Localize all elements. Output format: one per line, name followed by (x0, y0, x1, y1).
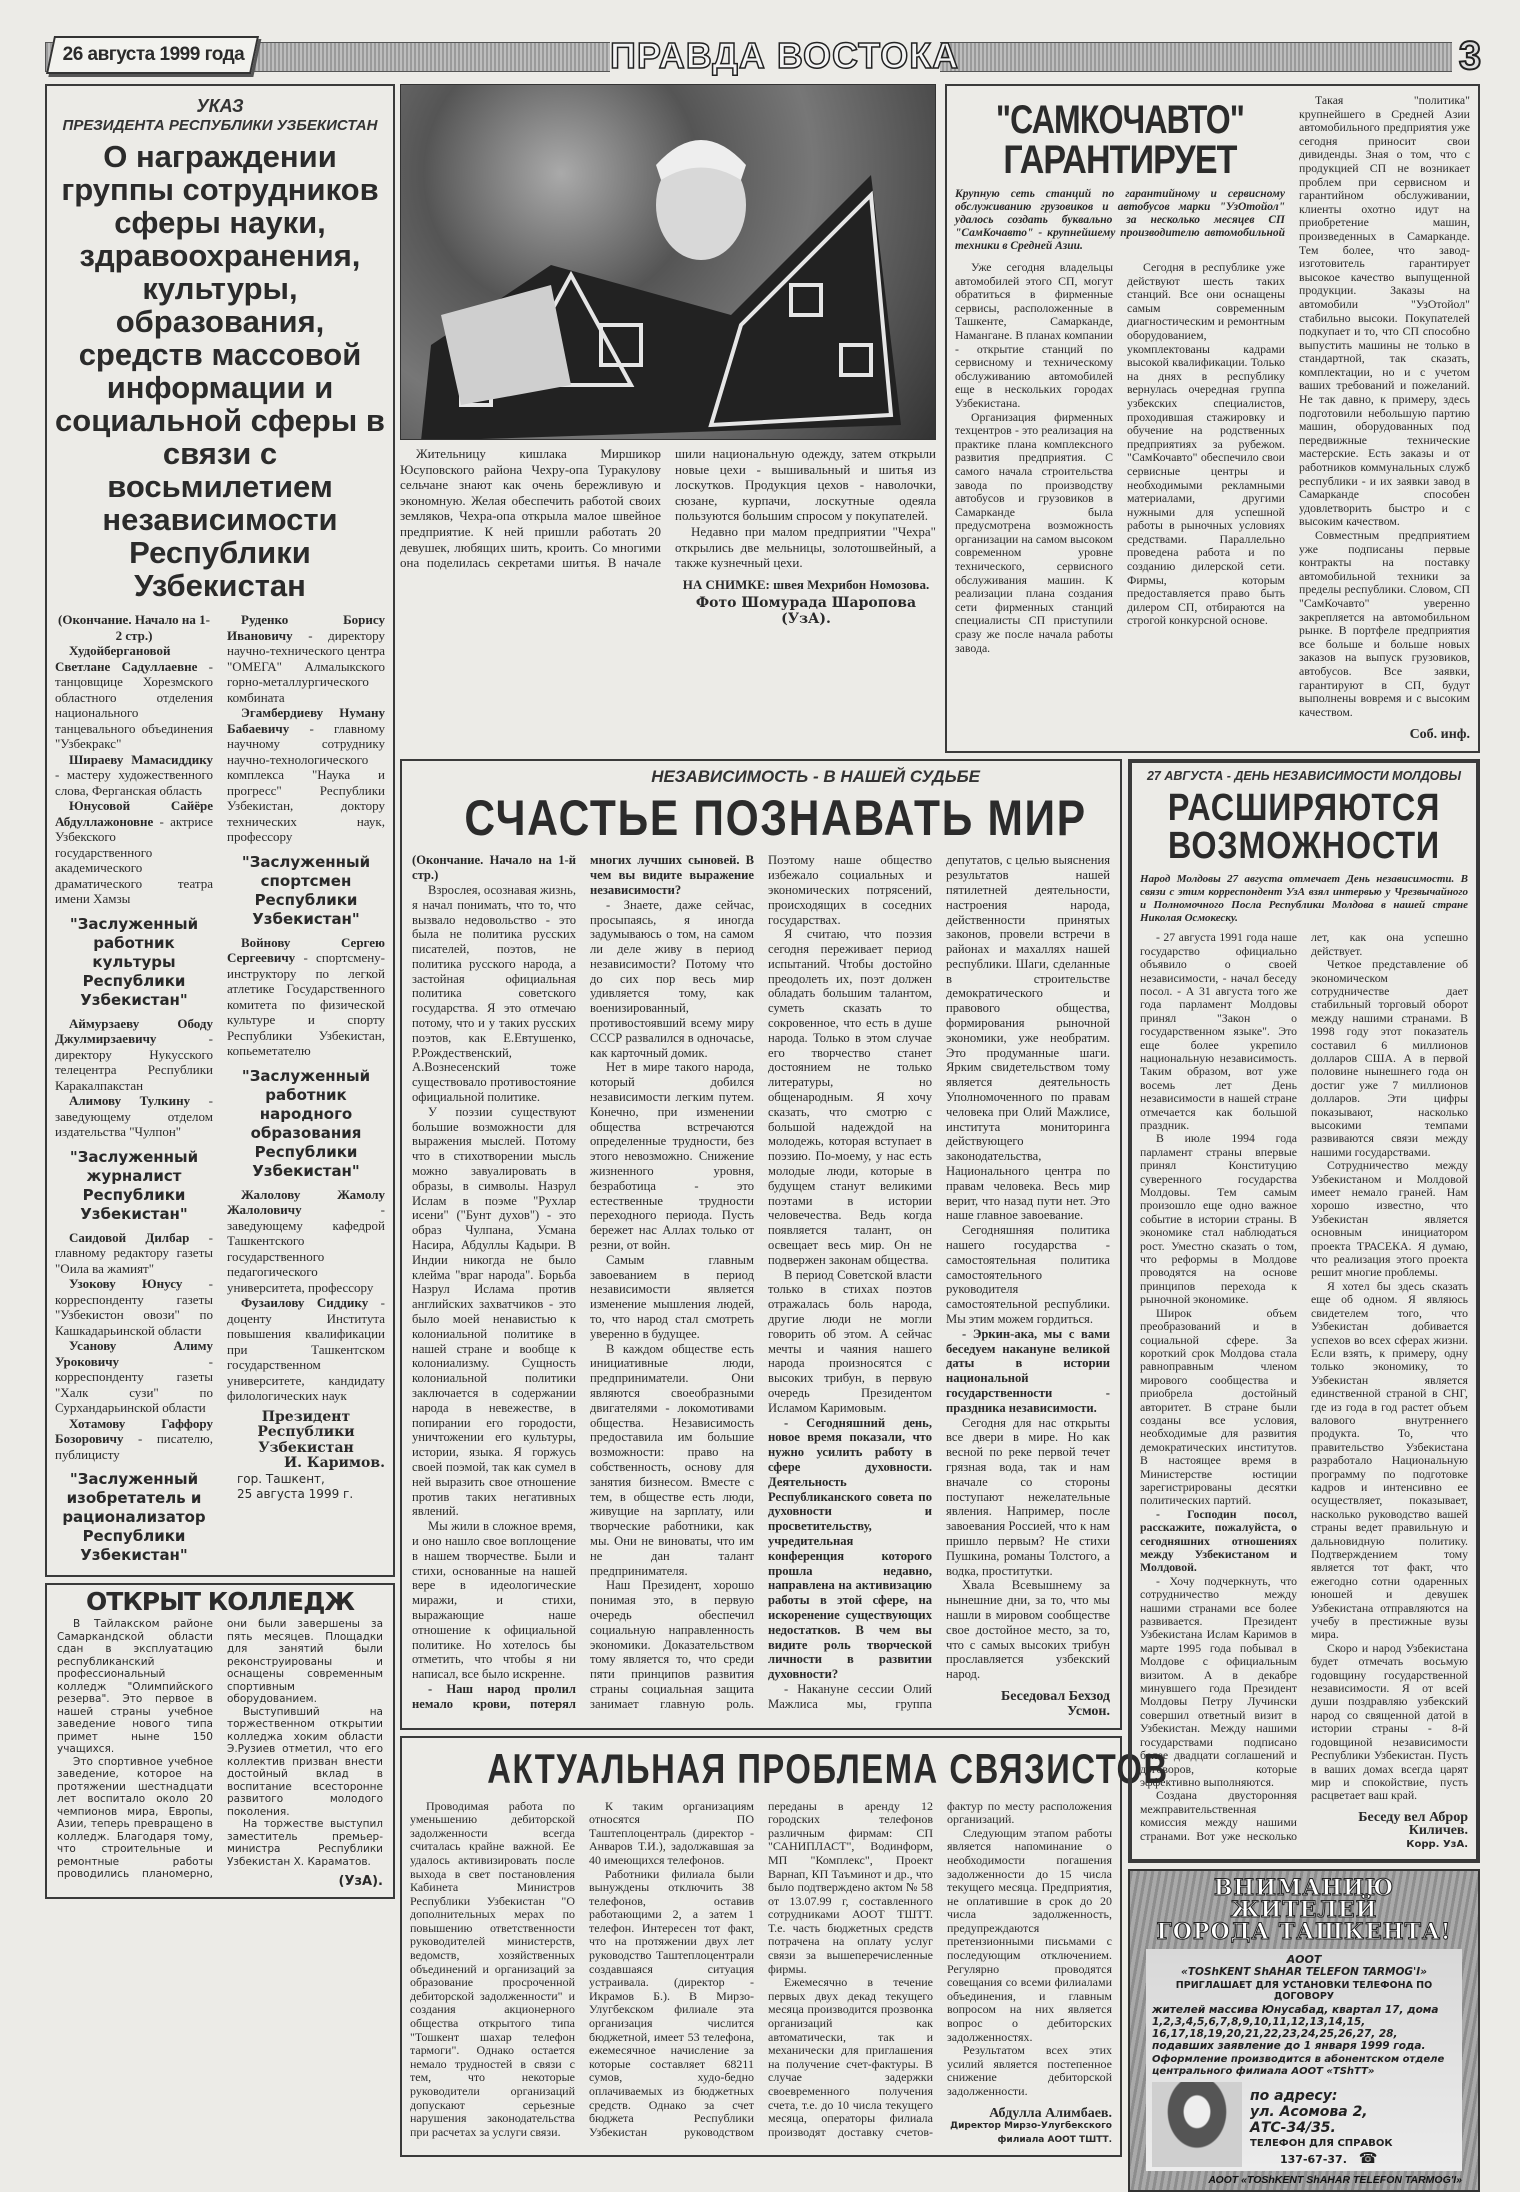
award-title: "Заслуженный работник культуры Республики Узбекистан" (69, 914, 199, 1009)
ad-address-label: по адресу: (1250, 2087, 1338, 2104)
recipient-name: Фузаилову Сиддику (241, 1295, 369, 1310)
award-entry (55, 1416, 213, 1463)
award-title: "Заслуженный журналист Республики Узбекистан" (69, 1147, 199, 1223)
moldova-body (1140, 931, 1468, 1851)
paragraph: Выступивший на торжественном открытии колледжа хоким области Э.Рузиев отметил, что его коллектив призван внести достойный вклад в воспитание всесторонне развитого молодого поколения. (227, 1705, 383, 1818)
ad-address: ул. Асомова 2, АТС-34/35. (1250, 2103, 1368, 2136)
award-entry (227, 935, 385, 1059)
moldova-kicker: 27 АВГУСТА - ДЕНЬ НЕЗАВИСИМОСТИ МОЛДОВЫ (1146, 769, 1462, 784)
recipient-name: Усанову Алиму Уроковичу (55, 1338, 213, 1369)
recipient-name: Юнусовой Сайёре Абдуллажоновне (55, 798, 213, 829)
recipient-name: Алимову Тулкину (69, 1093, 191, 1109)
recipient-position: - мастеру художественного слова, Ферганская область (55, 767, 213, 798)
recipient-position: - заведующему кафедрой Ташкентского государственного педагогического университета, профессору (227, 1202, 385, 1295)
paragraph: Совместным предприятием уже подписаны первые контракты на поставку автомобильной техники за пределы республики. Словом, СП "СамКочавто" уверенно закрепляется на автомобильном рынке. В портфеле предприятия все больше и больше новых заказов на выпуск грузовиков, автобусов. Все заявки, гарантируют в СП, будут выполнены вовремя и с высоким качеством. (1299, 528, 1470, 719)
ad-company-type: АООТ (1286, 1952, 1322, 1966)
decree-kicker-2: ПРЕЗИДЕНТА РЕСПУБЛИКИ УЗБЕКИСТАН (62, 117, 378, 134)
signature-line: Усмон. (1067, 1703, 1110, 1719)
award-entry (227, 1187, 385, 1296)
paragraph: Четкое представление об экономическом сотрудничестве дает стабильный торговый оборот между нашими странами. В 1998 году этот показатель составил 6 миллионов долларов США. А в первой половине нынешнего года он достиг уже 7 миллионов долларов. Эти цифры показывают, насколько высокими темпами развиваются связи между нашими государствами. (1311, 957, 1468, 1159)
issue-date (46, 36, 259, 74)
paragraph: Жительницу кишлака Миршикор Юсуповского района Чехру-опа Туракулову сельчане знают как очень бережливую и экономную. Желая обеспечить работой своих земляков, Чехра-опа открыла малое швейное предприятие. К ней пришли работать 20 девушек, любящих шить, кроить. Со многими она поделилась секретами шитья. В начале шили национальную одежду, затем открыли новые цехи - вышивальный и шитья из лоскутков. Продукция цехов - наволочки, сюзане, курпачи, лоскутные одеяла пользуются большим спросом у покупателей. (400, 446, 936, 571)
recipient-name: Хотамову Гаффору Бозоровичу (55, 1415, 213, 1447)
signature-line: Беседу вел Аброр (1358, 1809, 1468, 1825)
telecom-headline: АКТУАЛЬНАЯ ПРОБЛЕМА СВЯЗИСТОВ (487, 1744, 1169, 1792)
moldova-article (1128, 759, 1480, 1863)
article-continued: (Окончание. Начало на 1-й стр.) (412, 853, 576, 883)
paragraph: Сегодня в республике уже действуют шесть таких станций. Все они оснащены самым современным диагностическим и ремонтным оборудованием, укомплектованы кадрами высокой квалификации. Только на днях в республику вернулась очередная группа узбекских специалистов, проходившая стажировку и обучение на родственных предприятиях за рубежом. "СамКочавто" обеспечило свои сервисные центры и необходимыми рекламными материалами, другими нужными для успешной работы в рыночных условиях средствами. Параллельно проведена работа и по созданию дилерской сети. Фирмы, которым предоставляется право быть дилером СП, отбираются на строгой конкурсной основе. (1127, 260, 1285, 628)
paragraph: Сотрудничество между Узбекистаном и Молдовой имеет немало граней. Нам хорошо известно, что Узбекистан является основным инициатором проекта ТРАСЕКА. Я думаю, что реализация этого проекта решит многие проблемы. (1311, 1158, 1468, 1280)
moldova-headline: РАСШИРЯЮТСЯ (1167, 787, 1441, 830)
left-column (45, 84, 395, 1899)
ad-headline: ВНИМАНИЮ ЖИТЕЛЕЙ (1213, 1874, 1395, 1923)
paragraph: В июле 1994 года парламент страны впервые принял Конституцию суверенного государства Молдовы. Тем самым произошло еще одно важное событие в истории страны. В экономике стал наблюдаться рост. Уместно сказать о том, что реформы в Молдове проводятся на основе принципов перехода к рыночной экономике. (1140, 1131, 1297, 1307)
paragraph: Следующим этапом работы является напоминание о необходимости погашения задолженности до 15 числа текущего месяца. Предприятия, не оплатившие в срок до 20 числа задолженность, предупреждаются претензионными письмами с последующим отключением. Регулярно проводятся совещания со всеми филиалами объединения, и главным вопросом на них является вопрос о дебиторских задолженностях. (947, 1825, 1112, 2044)
paragraph: - Эркин-ака, мы с вами беседуем накануне великой даты в истории национальной государственности - праздника независимости. (946, 1326, 1110, 1415)
recipient-name: Эгамбердиеву Нуману Бабаевичу (227, 705, 385, 736)
paragraph: - Сегодняшний день, новое время показали, что нужно усилить работу в сфере духовности. Деятельность Республиканского совета по духовности и просветительству, учредительная конференция которого прошла недавно, направлена на активизацию работы в этой сфере, на искоренение существующих недостатков. В чем вы видите роль творческой личности в развитии духовности? (768, 1415, 932, 1682)
signature-line: Беседовал Бехзод (1000, 1688, 1110, 1704)
decree-headline: О награждении группы сотрудников сферы науки, здравоохранения, культуры, образования, средств массовой информации и социальной сферы в связи с восьмилетием независимости Республики Узбекистан (55, 139, 385, 603)
ad-contact-row (1152, 2082, 1456, 2167)
paragraph: На торжестве выступил заместитель премьер-министра Республики Узбекистан Х. Караматов. (227, 1818, 383, 1868)
ad-office: Оформление производится в абонентском отделе центрального филиала АООТ «TShTT» (1152, 2053, 1445, 2077)
recipient-position: - писателю, публицисту (55, 1431, 213, 1462)
college-body (57, 1618, 383, 1889)
ad-woman-photo (1152, 2082, 1242, 2167)
paragraph: Проводимая работа по уменьшению дебиторской задолженности всегда считалась крайне важной. Ее удалось активизировать после выхода в свет постановления Кабинета Министров Республики Узбекистан "О дополнительных мерах по повышению ответственности руководителей министерств, ведомств, хозяйственных объединений и организаций за образование просроченной дебиторской задолженности" и создания акционерного общества открытого типа "Тошкент шахар телефон тармоги". Однако остается немало трудностей в связи с тем, что некоторые руководители организаций допускают серьезные нарушения законодательства при расчетах за услуги связи. (410, 1798, 575, 2139)
college-headline: ОТКРЫТ КОЛЛЕДЖ (86, 1587, 354, 1617)
paragraph: Скоро и народ Узбекистана будет отмечать восьмую годовщину государственной независимости. Я от всей души поздравляю узбекский народ со священной датой в истории страны - 8-й годовщиной независимости Республики Узбекистан. Пусть в ваших домах всегда царят мир и спокойствие, пусть расцветает ваш край. (1311, 1640, 1468, 1803)
college-article (45, 1583, 395, 1899)
recipient-name: Войнову Сергею Сергеевичу (227, 934, 385, 965)
article-kicker: НЕЗАВИСИМОСТЬ - В НАШЕЙ СУДЬБЕ (651, 767, 980, 787)
paragraph: Хвала Всевышнему за нынешние дни, за то, что мы нашли в мировом сообществе свое достойное место, за то, что с самых высоких трибун прославляется узбекский народ. (946, 1578, 1110, 1682)
photo-image (401, 85, 935, 440)
ad-company: «TOShKENT ShAHAR TELEFON TARMOG'I» (1181, 1965, 1427, 1978)
signature-line: Киличев. (1408, 1823, 1468, 1839)
ad-contact (1250, 2088, 1456, 2167)
samkochavto-headline-2: ГАРАНТИРУЕТ (1003, 138, 1237, 182)
recipient-position: - заведующему отделом издательства "Чулпон" (55, 1093, 213, 1140)
paragraph: В период Советской власти только в стихах поэтов отражалась боль народа, другие люди не могли говорить об этом. А сейчас мечты и чаяния нашего народа произносятся с высоких трибун, в первую очередь Президентом Исламом Каримовым. (768, 1267, 932, 1415)
paragraph: - Знаете, даже сейчас, просыпаясь, я иногда задумываюсь о том, на самом ли деле живу в период независимости? Потому что до сих пор весь мир удивляется тому, как военизированный, противостоявший всему миру СССР развалился в одночасье, как карточный домик. (590, 897, 754, 1060)
paragraph: Я хотел бы здесь сказать еще об одном. Я являюсь свидетелем того, что Узбекистан добивается успехов во всех сферах жизни. Если взять, к примеру, одну только экономику, то Узбекистан является единственной страной в СНГ, где из года в год растет объем валового внутреннего продукта. То, что правительство Узбекистана разработало Национальную программу по подготовке кадров и интенсивно ее осуществляет, показывает, насколько руководство вашей страны ведет правильную и дальновидную политику. Подтверждением тому является тот факт, что ежегодно сотни одаренных юношей и девушек Узбекистана отправляются на учебу в престижные вузы мира. (1311, 1278, 1468, 1642)
award-entry (227, 705, 385, 845)
newspaper-title: ПРАВДА ВОСТОКА (610, 35, 960, 76)
recipient-position: - спортсмену-инструктору по легкой атлетике Государственного комитета по физической культуре и спорту Республики Узбекистан, копьеметателю (227, 950, 385, 1058)
paragraph: Мы жили в сложное время, и оно нашло свое воплощение в нашем творчестве. Были и стихи, основанные на нашей вере в идеологические миражи, и стихи, выражающие наше отношение к официальной политике. Но хотелось бы отметить, что чтобы я ни написал, все было искренне. (412, 1519, 576, 1682)
ad-phone-row (1250, 2149, 1456, 2167)
award-title: "Заслуженный изобретатель и рационализатор Республики Узбекистан" (62, 1470, 206, 1565)
award-entry (55, 752, 213, 799)
samkochavto-main (955, 94, 1285, 743)
paragraph: Работники филиала были вынуждены отключить 38 телефонов, оставив работающими 2, а затем 1 телефон. Интересен тот факт, что на протяжении двух лет руководство Таштеплоцентрали создавшаяся ситуация устраивала. (директор - Икрамов Б.). В Мирзо-Улугбекском филиале эта организация числится бюджетной, имеет 53 телефона, ежемесячное начисление за которые составляет 68211 сумов, худо-бедно оплачиваемых из бюджетных средств. Однако за счет бюджета Республики Узбекистан руководством переданы в аренду 12 городских телефонов различным фирмам: СП "САНИПЛАСТ", Водинформ, МП "Комплекс", Проект Варнап, КП Таъминот и др., что было подтверждено актом № 58 от 13.07.99 г, составленного сотрудниками АООТ ТШТТ. Т.е. часть бюджетных средств потрачена на оплату услуг связи за вышеперечисленные фирмы. (589, 1798, 933, 2139)
photo-caption: НА СНИМКЕ: швея Мехрибон Номозова. (682, 576, 930, 592)
paragraph: - Наш народ пролил немало крови, потерял многих лучших сыновей. В чем вы видите выражение независимости? (412, 853, 754, 1711)
paragraph: Создана двусторонняя межправительственная комиссия между нашими странами. Вот уже несколько лет, как она успешно действует. (1140, 930, 1468, 1843)
center-right-area (400, 84, 1480, 2192)
award-entry (55, 1338, 213, 1416)
paragraph: Нет в мире такого народа, который добился независимости легким путем. Конечно, при изменении общества встречаются определенные трудности, без этого невозможно. Снижение жизненного уровня, безработица - это естественные трудности переходного периода. Пусть бережет нас Аллах только от резни, от войн. (590, 1060, 754, 1253)
award-entry (55, 1093, 213, 1140)
award-entry (55, 1230, 213, 1277)
paragraph: - Господин посол, расскажите, пожалуйста, о сегодняшних отношениях между Узбекистаном и Молдовой. (1140, 1506, 1297, 1575)
photo-woman-with-quilt (400, 84, 936, 440)
page-number: 3 (1452, 34, 1488, 78)
decree-article (45, 84, 395, 1577)
ad-invite: ПРИГЛАШАЕТ ДЛЯ УСТАНОВКИ ТЕЛЕФОНА ПО ДОГОВОРУ (1175, 1979, 1433, 2002)
decree-body (55, 612, 385, 1565)
independence-article (400, 759, 1122, 1729)
signature-name: И. Каримов. (283, 1455, 385, 1472)
paragraph: Широк объем преобразований и в социальной сфере. За короткий срок Молдова стала равноправным членом мирового сообщества и приобрела достойный авторитет. В стране были созданы все условия, необходимые для развития демократических институтов. В настоящее время в Министерстве юстиции зарегистрированы десятки политических партий. (1140, 1305, 1297, 1508)
ad-phone: 137-67-37. (1280, 2152, 1347, 2166)
article-body (412, 853, 1110, 1719)
paragraph: Самым главным завоеванием в период независимости является изменение мышления людей, то, что народ стал смотреть уверенно в будущее. (590, 1252, 754, 1341)
telephone-advertisement (1128, 1869, 1480, 2192)
paragraph: Я считаю, что поэзия сегодня переживает период испытаний. Чтобы достойно преодолеть их, поэт должен обладать большим талантом, суметь сказать то сокровенное, что есть в душе народа. Только в этом случае его творчество станет достоянием не только литературы, но общенародным. Я хочу сказать, что смотрю с большой надеждой на молодежь, которая вступает в поэзию. По-моему, у нас есть молодые люди, которые в будущем станут великими поэтами в истории человечества. Ведь когда появляется талант, он освещает весь мир. Он не подвержен законам общества. (768, 927, 932, 1267)
signature-line: Абдулла Алимбаев. (989, 2105, 1112, 2121)
recipient-position: - корреспонденту газеты "Халк сузи" по Сурхандарьинской области (55, 1353, 213, 1416)
issue-date-text: 26 августа 1999 года (62, 44, 245, 65)
paragraph: Сегодня для нас открыты все двери в мире. Но как весной по реке первой течет грязная вода, так и нам вначале со стороны поступают нежелательные явления. Например, после завоевания Россией, что к нам пришло первым? Не стихи Пушкина, романы Толстого, а водка, проститутки. (946, 1415, 1110, 1578)
samkochavto-headline: "САМКОЧАВТО" (995, 98, 1245, 142)
paragraph: Сегодняшняя политика нашего государства - самостоятельная политика самостоятельного руководителя самостоятельной республики. Мы этим можем гордиться. (946, 1223, 1110, 1327)
recipient-position: - доценту Института повышения квалификации при Ташкентском государственном университете, кандидату филологических наук (227, 1295, 385, 1403)
photo-story (400, 84, 940, 753)
decree-signature (227, 1410, 385, 1504)
photo-story-text (400, 446, 936, 571)
article-signature (946, 1690, 1110, 1720)
samkochavto-signature: Соб. инф. (1409, 727, 1470, 743)
paragraph: В каждом обществе есть инициативные люди, предприниматели. Они являются своеобразными двигателями - локомотивами общества. Независимость предоставила им большие возможности: право на собственность, основу для занятия бизнесом. Вместе с тем, в обществе есть люди, живущие на зарплату, или творческие работники, как мы. Они не виноваты, что им не дан талант предпринимателя. (590, 1341, 754, 1578)
award-entry (227, 1295, 385, 1404)
photo-credit: Фото Шомурада Шаропова (УзА). (695, 594, 917, 627)
paragraph: Результатом всех этих усилий является постепенное снижение дебиторской задолженности. (947, 2043, 1112, 2098)
paragraph: В Тайлакском районе Самаркандской области сдан в эксплуатацию республиканский профессиональный колледж "Олимпийского резерва". Это первое в нашей страны учебное заведение нового типа примет ныне 150 учащихся. (57, 1618, 213, 1756)
signature-title: Директор Мирзо-Улугбекского филиала АООТ ТШТТ. (950, 2121, 1112, 2145)
top-row (400, 84, 1480, 753)
recipient-name: Руденко Борису Ивановичу (227, 612, 385, 643)
recipient-position: - директору научно-технического центра "ОМЕГА" Алмалыкского горно-металлургического комбината (227, 627, 385, 705)
recipient-position: - актрисе Узбекского государственного академического драматического театра имени Хамзы (55, 813, 213, 907)
award-entry (55, 1016, 213, 1094)
decree-date: 25 августа 1999 г. (237, 1487, 354, 1502)
paragraph: Это спортивное учебное заведение, которое на протяжении шестнадцати лет воспитало около 20 чемпионов мира, Европы, Азии, теперь превращено в колледж. Благодаря тому, что строительные и ремонтные работы проводились планомерно, они были завершены за пять месяцев. Площадки для занятий были реконструированы и оснащены современным спортивным оборудованием. (57, 1618, 383, 1881)
ad-headline-2: ГОРОДА ТАШКЕНТА! (1156, 1918, 1452, 1945)
paragraph: Недавно при малом предприятии "Чехра" открылись две мельницы, золотошвейный, а также кузнечный цехи. (675, 523, 936, 571)
recipient-name: Худойбергановой Светлане Садуллаевне (55, 643, 198, 674)
award-entry (55, 643, 213, 752)
paragraph: - 27 августа 1991 года наше государство официально объявило о своей независимости, - начал беседу посол. - А 31 августа того же года парламент Молдовы принял "Закон о государственном языке". Это еще более укрепило национальную независимость. Таким образом, вот уже восемь лет День независимости в нашей стране отмечается как большой праздник. (1140, 930, 1297, 1132)
paragraph: Организация фирменных техцентров - это реализация на практике плана комплексного развития предприятия. С самого начала строительства завода по производству автобусов и грузовиков в Самарканде была предусмотрена возможность организации на самом высоком современном уровне технического, сервисного обслуживания машин. К реализации плана создания сети фирменных станций специалисты СП приступили сразу же после начала работы завода. (955, 409, 1113, 655)
recipient-position: - танцовщице Хорезмского областного отделения национального танцевального объединения "Узбекракс" (55, 658, 213, 752)
ad-phone-label: ТЕЛЕФОН ДЛЯ СПРАВОК (1250, 2137, 1393, 2149)
ad-footer: АООТ «TOShKENT ShAHAR TELEFON TARMOG'I» (1208, 2173, 1462, 2186)
award-title: "Заслуженный работник народного образования Республики Узбекистан" (241, 1066, 371, 1180)
signature-title: Президент Республики Узбекистан (257, 1408, 355, 1456)
award-entry (55, 798, 213, 907)
samkochavto-lede: Крупную сеть станций по гарантийному и сервисному обслуживанию грузовиков и автобусов марки "УзОтойол" удалось создать буквально за несколько месяцев СП "СамКочавто" - крупнейшему производителю автомобильной техники в Средней Азии. (955, 188, 1285, 252)
decree-continued: (Окончание. Начало на 1-2 стр.) (58, 612, 210, 643)
award-title: "Заслуженный спортсмен Республики Узбекистан" (241, 852, 371, 928)
lower-row (400, 759, 1480, 2192)
paragraph: К таким организациям относятся ПО Таштеплоцентраль (директор - Анваров Т.И.), задолжавшая за 40 имеющихся телефонов. (589, 1798, 754, 1867)
moldova-lede: Народ Молдовы 27 августа отмечает День независимости. В связи с этим корреспондент УзА взял интервью у Чрезвычайного и Полномочного Посла Республики Молдова в нашей стране Николая Осмокеску. (1140, 873, 1468, 925)
decree-kicker: УКАЗ (196, 96, 244, 116)
paragraph: У поэзии существуют большие возможности для выражения мыслей. Потому что в стихотворении мысль можно завуалировать в образы, в символы. Назрул Ислам в поэме "Рухлар исени" ("Бунт духов") - это образ Чулпана, Усмана Насира, Абдуллы Кадыри. В Индии никогда не было клейма "враг народа". Борьба Назрул Ислама против английских захватчиков - это было моей ненавистью к колониальной политике в нашей стране и вообще к колониализму. Сущность колониальной политики заключается в содержании народа в невежестве, в попирании его городости, уничтожении его культуры, истории, языка. Я горжусь своей поэмой, так как сумел в ней выразить свое отношение против таких негативных явлений. (412, 1104, 576, 1519)
paragraph: Такая "политика" крупнейшего в Средней Азии автомобильного предприятия уже сегодня приносит свои дивиденды. Зная о том, что с продукцией СП не возникает проблем при сервисном и гарантийном обслуживании, клиенты охотно идут на приобретение машин, произведенных в Самарканде. Тем более, что завод-изготовитель гарантирует высокое качество выпущенной продукции. Заказы на автомобили "УзОтойол" стабильно высоки. Покупателей подкупает и то, что СП способно выпустить машины не только в стандартной, так сказать, комплектации, но и с учетом ваших требований и пожеланий. Не так давно, к примеру, здесь подготовили небольшую партию машин, оборудованных под передвижные технические мастерские. Есть заказы и от работников коммунальных служб республики - и их заявки завод в Самарканде способен удовлетворить быстро и с высоким качеством. (1299, 93, 1470, 529)
ad-panel (1146, 1949, 1462, 2171)
award-entry (55, 1276, 213, 1338)
recipient-name: Аймурзаеву Ободу Джулмирзаевичу (55, 1015, 213, 1047)
recipient-position: - главному научному сотруднику научно-технологического комплекса "Наука и прогресс" Республики Узбекистан, доктору технических наук, профессору (227, 720, 385, 844)
paragraph: - Накануне сессии Олий Мажлиса мы, группа депутатов, с целью выяснения результатов нашей пятилетней деятельности, настроения народа, действенности принятых законов, провели встречи в районах и махаллях нашей республики. Шаги, сделанные в строительстве демократического и правового общества, формирования рыночной экономики, уже необратим. Это продуманные шаги. Ярким свидетельством тому является деятельность Уполномоченного по правам человека при Олий Мажлисе, института мониторинга действующего законодательства, Национального центра по правам человека. Весь мир верит, что назад пути нет. Это наше главное завоевание. (768, 853, 1110, 1711)
samkochavto-body (955, 261, 1285, 655)
samkochavto-body-col3 (1299, 94, 1470, 719)
paragraph: Взрослея, осознавая жизнь, я начал понимать, что то, что вызвало недовольство - это была не политика русских писателей, поэтов, не политика русского народа, а застойная официальная политика советского государства. Я это отмечаю потому, что и у таких русских поэтов, как Е.Евтушенко, Р.Рождественский, А.Вознесенский тоже существовало противостояние официальной политике. (412, 882, 576, 1105)
recipient-name: Саидовой Дилбар (69, 1229, 190, 1245)
samkochavto-col3 (1299, 94, 1470, 743)
paragraph: - Хочу подчеркнуть, что сотрудничество между нашими странами все более развивается. Президент Узбекистана Ислам Каримов в марте 1995 года побывал в Молдове с официальным визитом. А в декабре минувшего года Президент Молдовы Петру Лучински совершил ответный визит в Узбекистан. Между нашими государствами подписано более двадцати соглашений и договоров, которые эффективно выполняются. (1140, 1573, 1297, 1789)
agency-credit: Корр. УзА. (1406, 1838, 1468, 1850)
telecom-body (410, 1800, 1112, 2148)
college-signature: (УзА). (338, 1874, 383, 1890)
article-signature (947, 2107, 1112, 2148)
recipient-position: - главному редактору газеты "Оила ва жамият" (55, 1229, 213, 1276)
ad-residents: жителей массива Юнусабад, квартал 17, дома 1,2,3,4,5,6,7,8,9,10,11,12,13,14,15, 16,17,18,19,20,21,22,23,24,25,26,27, 28, подавших заявление до 1 января 1999 года. (1152, 2003, 1439, 2052)
samkochavto-article (945, 84, 1480, 753)
telecom-article (400, 1736, 1169, 2158)
right-column (1128, 759, 1480, 2192)
moldova-headline-2: ВОЗМОЖНОСТИ (1168, 825, 1440, 868)
telephone-icon: ☎ (1358, 2148, 1378, 2167)
article-headline: СЧАСТЬЕ ПОЗНАВАТЬ МИР (464, 790, 1087, 847)
paragraph: Уже сегодня владельцы автомобилей этого СП, могут обратиться в фирменные сервисы, расположенные в Ташкенте, Самарканде, Намангане. В планах компании - открытие станций по сервисному и техническому обслуживанию автомобилей еще в нескольких городах Узбекистана. (955, 260, 1113, 410)
recipient-name: Шираеву Мамасиддику (69, 751, 213, 767)
paragraph: Наш Президент, хорошо понимая это, в первую очередь обеспечил социальную направленность экономики. Доказательством тому является то, что среди пяти принципов развития страны социальная защита занимает главную роль. Поэтому наше общество избежало социальных и экономических потрясений, происходящих в соседних государствах. (590, 853, 932, 1711)
recipient-name: Узокову Юнусу (69, 1276, 183, 1292)
recipient-position: - корреспонденту газеты "Узбекистон овози" по Кашкадарьинской области (55, 1276, 213, 1338)
recipient-position: - директору Нукусского телецентра Республики Каракалпакстан (55, 1031, 213, 1093)
recipient-name: Жалолову Жамолу Жалоловичу (227, 1186, 385, 1217)
decree-place: гор. Ташкент, (237, 1471, 325, 1486)
paragraph: Ежемесячно в течение первых двух декад текущего месяца производится прозвонка организаций как автоматически, так и механически для приглашения на получение счет-фактуры. В случае задержки своевременного получения счета, т.е. до 10 числа текущего месяца, операторы филиала производят доставку счетов-фактур по месту расположения организаций. (768, 1798, 1112, 2139)
article-signature (1311, 1811, 1468, 1851)
main-column (400, 759, 1169, 2157)
award-entry (227, 612, 385, 705)
